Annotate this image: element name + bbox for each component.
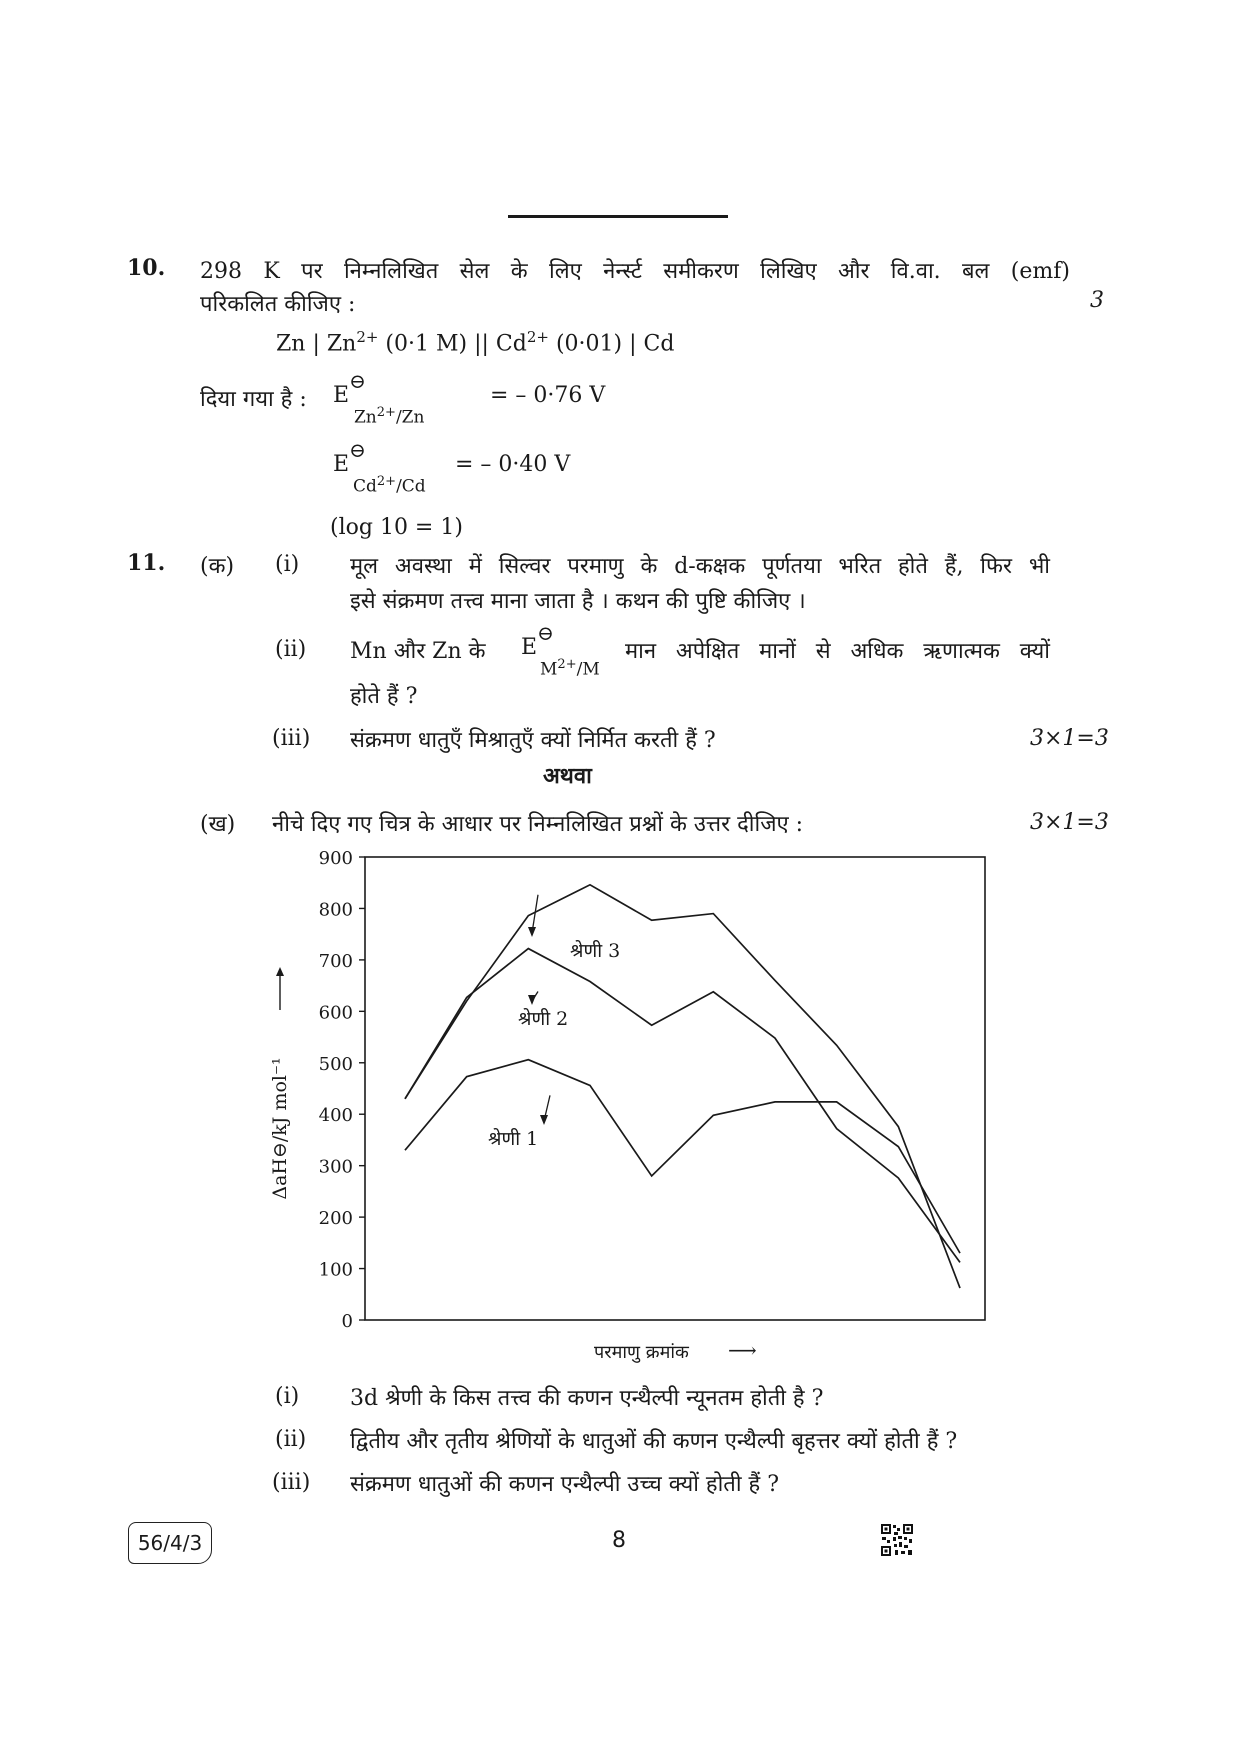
q11-part-a-label: (क) (200, 554, 235, 579)
q11-b-iii-label: (iii) (272, 1470, 311, 1495)
y-axis-label: ΔaH⊖/kJ mol⁻¹ (269, 1057, 291, 1200)
qr-code-icon (880, 1523, 914, 1557)
q10-log-note: (log 10 = 1) (330, 515, 463, 540)
q11-a-i-label: (i) (275, 552, 300, 577)
q11-b-text: नीचे दिए गए चित्र के आधार पर निम्नलिखित प्रश्नों के उत्तर दीजिए : (272, 812, 804, 837)
q11-b-ii-label: (ii) (275, 1427, 307, 1452)
y-tick-label: 100 (318, 1259, 353, 1281)
q11-a-iii-label: (iii) (272, 726, 311, 751)
series-label-arrowhead-2 (528, 995, 536, 1005)
q10-given-label: दिया गया है : (200, 387, 307, 412)
paper-code-badge: 56/4/3 (128, 1522, 212, 1564)
y-tick-label: 600 (318, 1002, 353, 1024)
q11-b-i-text: 3d श्रेणी के किस तत्त्व की कणन एन्थैल्पी न्यूनतम होती है ? (350, 1386, 824, 1411)
q10-e2-subscript: $Cd^{2+}/Cd$ (353, 474, 426, 497)
y-tick-label: 0 (341, 1311, 353, 1332)
q11-b-ii-text: द्वितीय और तृतीय श्रेणियों के धातुओं की कणन एन्थैल्पी बृहत्तर क्यों होती हैं ? (350, 1429, 958, 1454)
q10-cell-notation: Zn | $Zn^{2+}$ (0·1 M) || $Cd^{2+}$ (0·01) | Cd (276, 328, 675, 357)
q11-a-i-line1: मूल अवस्था में सिल्वर परमाणु के d-कक्षक पूर्णतया भरित होते हैं, फिर भी (350, 554, 1050, 579)
x-axis-arrow-icon: ⟶ (728, 1338, 757, 1362)
page-number: 8 (612, 1528, 626, 1553)
series-label-2: श्रेणी 2 (518, 1008, 569, 1030)
q11-number: 11. (127, 550, 166, 576)
q11-part-b-label: (ख) (200, 812, 236, 837)
q10-e1-value: = – 0·76 V (490, 383, 606, 408)
y-tick-label: 200 (318, 1208, 353, 1230)
y-tick-label: 300 (318, 1156, 353, 1178)
q10-marks: 3 (1090, 288, 1104, 313)
y-tick-label: 500 (318, 1053, 353, 1075)
q11-b-i-label: (i) (275, 1384, 300, 1409)
q11-a-marks: 3×1=3 (1030, 726, 1109, 751)
q11-a-ii-e-symbol: E⊖ (521, 621, 554, 660)
q11-or-label: अथवा (543, 763, 592, 789)
series-line-2 (405, 949, 960, 1263)
y-tick-label: 800 (318, 899, 353, 921)
q10-number: 10. (127, 255, 166, 281)
series-line-3 (405, 885, 960, 1288)
q10-e2-symbol: E⊖ (333, 438, 366, 477)
series-label-arrowhead-3 (528, 927, 536, 937)
series-line-1 (405, 1060, 960, 1253)
q10-text-line2: परिकलित कीजिए : (200, 292, 356, 317)
q10-e1-subscript: $Zn^{2+}/Zn$ (354, 405, 425, 428)
q10-e2-value: = – 0·40 V (455, 452, 571, 477)
atomization-enthalpy-chart (260, 845, 1020, 1375)
q11-a-i-line2: इसे संक्रमण तत्त्व माना जाता है । कथन की पुष्टि कीजिए । (350, 589, 806, 614)
q11-a-ii-subscript: $M^{2+}/M$ (540, 657, 600, 680)
q11-b-iii-text: संक्रमण धातुओं की कणन एन्थैल्पी उच्च क्यों होती हैं ? (350, 1472, 780, 1497)
series-label-arrowhead-1 (540, 1115, 548, 1125)
y-axis-arrow-icon (276, 967, 284, 976)
q11-a-ii-post: मान अपेक्षित मानों से अधिक ऋणात्मक क्यों (625, 639, 1050, 664)
q11-b-marks: 3×1=3 (1030, 810, 1109, 835)
y-tick-label: 900 (318, 848, 353, 869)
q10-text-line1: 298 K पर निम्नलिखित सेल के लिए नेर्न्स्ट समीकरण लिखिए और वि.वा. बल (emf) (200, 259, 1070, 284)
q11-a-ii-line2: होते हैं ? (350, 684, 418, 709)
series-label-1: श्रेणी 1 (488, 1128, 539, 1150)
y-tick-label: 400 (318, 1105, 353, 1127)
top-rule (508, 215, 728, 218)
q10-e1-symbol: E⊖ (333, 369, 366, 408)
q11-a-ii-label: (ii) (275, 637, 307, 662)
q11-a-iii-text: संक्रमण धातुएँ मिश्रातुएँ क्यों निर्मित करती हैं ? (350, 728, 716, 753)
chart-x-axis-label: परमाणु क्रमांक (594, 1342, 689, 1363)
plot-frame (365, 857, 985, 1320)
q11-a-ii-pre: Mn और Zn के (350, 639, 486, 664)
y-tick-label: 700 (318, 950, 353, 972)
series-label-3: श्रेणी 3 (570, 940, 621, 962)
